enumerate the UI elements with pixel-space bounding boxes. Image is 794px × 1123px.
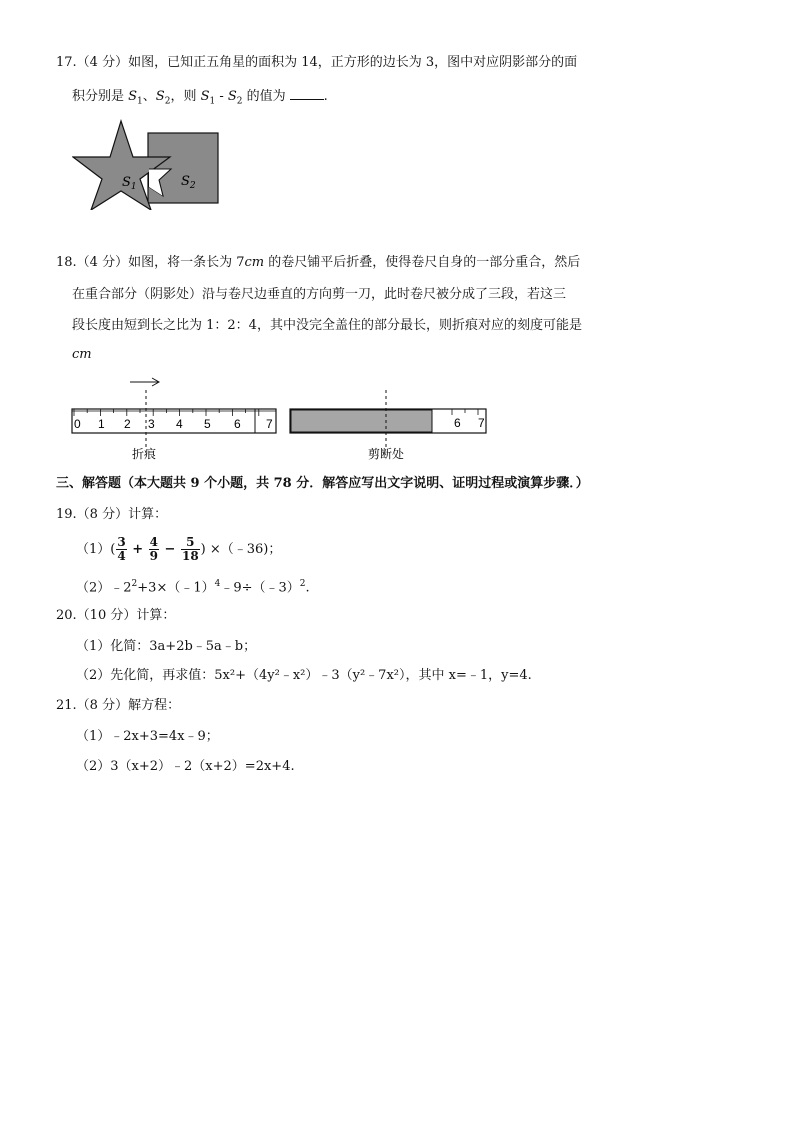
q19-part-2	[76, 575, 310, 597]
frac1-den: 4	[117, 549, 126, 563]
frac2-den: 9	[149, 549, 159, 563]
q18-text-3: 段长度由短到长之比为 1：2：4，其中没完全盖住的部分最长，则折痕对应的刻度可能是	[72, 318, 582, 333]
section-3-title	[56, 475, 589, 493]
q17-s2: S	[155, 89, 165, 104]
q20-p2-label: （2）先化简，再求值：	[76, 668, 215, 683]
q17-tail: 的值为	[242, 89, 286, 104]
ruler-figure	[70, 375, 490, 465]
q18-text-a: 18.（4 分）如图，将一条长为 7	[56, 255, 245, 270]
ruler-number: 6	[234, 417, 241, 431]
q19-p1-label: （1）(	[76, 542, 116, 557]
q19-p2-d: .	[305, 580, 310, 596]
ruler-2-num-7: 7	[478, 416, 485, 430]
q20-p1-expr: 3a+2b﹣5a﹣b；	[149, 639, 257, 654]
answer-blank	[290, 87, 324, 100]
q17-then: ，则	[170, 89, 201, 104]
q19-part-1: （1）( $\frac{3}{4}$ + $\frac{4}{9}$ − $\frac{5}{18}$ ) ×（﹣36)；	[76, 535, 282, 563]
q17-line-2	[72, 87, 328, 111]
q17-sub2: 2	[164, 96, 171, 107]
q21-part-2	[76, 758, 295, 776]
q19-p2-c: ﹣9÷（﹣3）	[220, 580, 300, 596]
q17-prefix: 积分别是	[72, 89, 129, 104]
section-3-text: 三、解答题（本大题共 9 个小题，共 78 分．解答应写出文字说明、证明过程或演算步骤．）	[56, 476, 589, 491]
ruler-2-num-6: 6	[454, 416, 461, 430]
q17-line-1	[56, 54, 577, 72]
frac3-den: 18	[181, 549, 199, 563]
q18-cm: cm	[244, 255, 265, 270]
frac1-num: 3	[117, 535, 126, 549]
q19-title	[56, 506, 167, 524]
overlap-shaded	[291, 410, 432, 432]
q21-title	[56, 697, 180, 715]
q20-p1-label: （1）化简：	[76, 639, 150, 654]
q20-title	[56, 607, 175, 625]
q19-exp-2: 4	[214, 579, 221, 589]
cut-label: 剪断处	[368, 447, 405, 461]
fraction-2	[149, 536, 159, 563]
q21-title-text: 21.（8 分）解方程：	[56, 698, 181, 713]
ruler-number: 1	[98, 417, 105, 431]
q19-p2-b: +3×（﹣1）	[137, 580, 215, 596]
q17-minus: ‑	[215, 89, 228, 104]
q18-text-2: 在重合部分（阴影处）沿与卷尺边垂直的方向剪一刀，此时卷尺被分成了三段，若这三	[72, 287, 567, 302]
q17-sub1: 1	[137, 96, 143, 107]
q21-p1: （1）﹣2x+3=4x﹣9；	[76, 729, 219, 744]
q17-s1b: S	[200, 89, 210, 104]
q17-s2b: S	[227, 89, 237, 104]
fraction-1	[116, 536, 126, 563]
star-label: $S_1$	[122, 175, 137, 192]
q18-line-4	[72, 346, 92, 364]
ruler-number: 4	[176, 417, 183, 431]
frac2-num: 4	[149, 535, 159, 549]
q21-p2: （2）3（x+2）﹣2（x+2）=2x+4.	[76, 759, 295, 774]
q18-text-4: cm	[72, 347, 92, 362]
q20-part-2	[76, 667, 532, 685]
q19-exp-1: 2	[131, 579, 138, 589]
q20-part-1	[76, 638, 256, 656]
q19-title-text: 19.（8 分）计算：	[56, 507, 168, 522]
q19-p2-a: （2）﹣2	[76, 580, 132, 596]
q18-line-3	[72, 317, 582, 335]
ruler-number: 5	[204, 417, 211, 431]
square-label: $S_2$	[181, 174, 196, 191]
q17-text: 17.（4 分）如图，已知正五角星的面积为 14，正方形的边长为 3，图中对应阴影部分的面	[56, 55, 578, 70]
q18-line-2	[72, 286, 566, 304]
q19-p1-tail: ) ×（﹣36)；	[200, 542, 282, 557]
q18-text-b: 的卷尺铺平后折叠，使得卷尺自身的一部分重合，然后	[264, 255, 581, 270]
q19-exp-3: 2	[299, 579, 306, 589]
frac3-num: 5	[181, 536, 200, 550]
ruler-number: 2	[124, 417, 131, 431]
q17-s1: S	[128, 89, 138, 104]
q20-p2-expr: 5x²+（4y²﹣x²）﹣3（y²﹣7x²），其中 x=﹣1，y=4.	[214, 668, 532, 683]
q17-sub1b: 1	[209, 96, 216, 107]
q21-part-1	[76, 728, 219, 746]
q17-sep: 、	[142, 89, 156, 104]
fold-label: 折痕	[132, 447, 157, 461]
star-square-figure	[72, 118, 222, 210]
ruler-number: 0	[74, 417, 81, 431]
q17-end: .	[323, 89, 328, 104]
q20-title-text: 20.（10 分）计算：	[56, 608, 176, 623]
q18-line-1	[56, 254, 580, 272]
ruler-number: 7	[266, 417, 273, 431]
ruler-number: 3	[148, 417, 155, 431]
q17-sub2b: 2	[236, 96, 243, 107]
fraction-3	[181, 536, 200, 563]
